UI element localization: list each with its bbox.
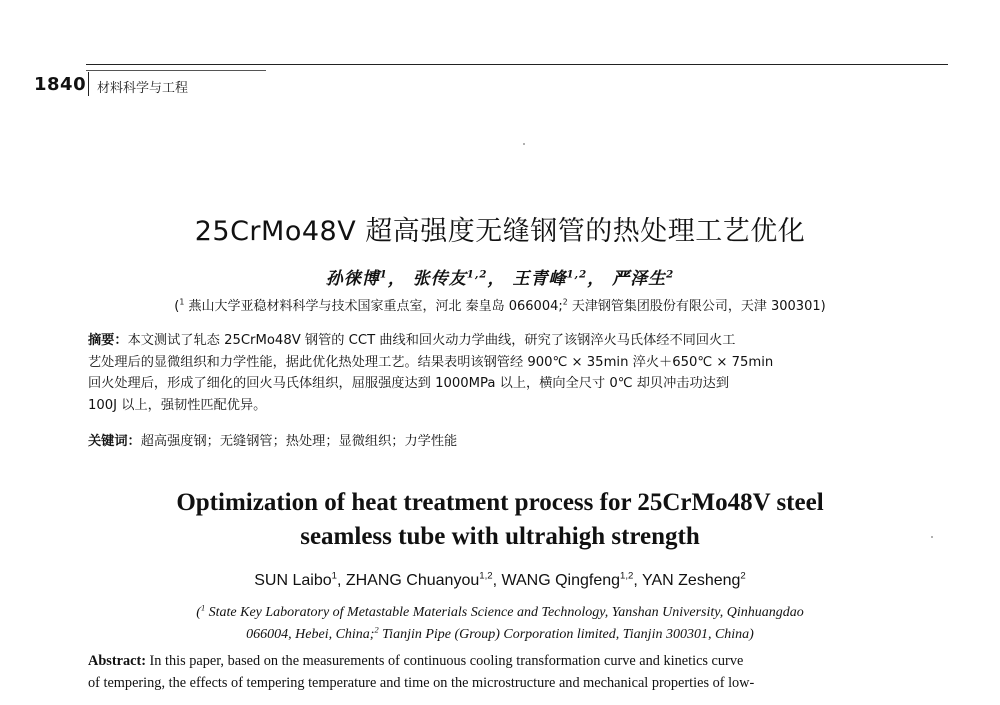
journal-name: 材料科学与工程 (97, 81, 189, 96)
author-name: 孙徕博 (325, 269, 380, 289)
author-affil-mark: 1,2 (466, 268, 488, 281)
abstract-line: 100J 以上，强韧性匹配优异。 (88, 397, 267, 413)
english-affiliation: ($^1$ State Key Laboratory of Metastable Materials Science and Technology, Yanshan University, Qinhuangdao 066004, Hebei, China;$^2$ Tianjin Pipe (Group) Corporation limited, Tianjin 300301, China) (196, 603, 804, 642)
english-title-line: seamless tube with ultrahigh strength (300, 523, 700, 550)
header-divider (88, 72, 89, 96)
author-name: WANG Qingfeng (501, 572, 621, 589)
abstract-label: Abstract: (88, 653, 146, 669)
abstract-line: In this paper, based on the measurements of continuous cooling transformation curve and kinetics curve (145, 653, 744, 669)
author-affil-mark: 1,2 (566, 268, 588, 281)
english-authors: SUN Laibo$^1$, ZHANG Chuanyou$^{1,2}$, WANG Qingfeng$^{1,2}$, YAN Zesheng$^2$ (254, 570, 746, 589)
author-affil-mark: 2 (666, 268, 675, 281)
header-rule-thin (86, 70, 266, 71)
chinese-abstract (88, 330, 914, 416)
author-name: 张传友 (412, 269, 467, 289)
author-affil-mark: 1 (379, 268, 388, 281)
english-title (0, 486, 1000, 554)
abstract-line: 回火处理后，形成了细化的回火马氏体组织，屈服强度达到 1000MPa 以上，横向全尺寸 0℃ 却贝冲击功达到 (88, 376, 730, 391)
scan-speck (523, 143, 525, 145)
chinese-affiliation: ($^1$ 燕山大学亚稳材料科学与技术国家重点室，河北 秦皇岛 066004;$^2$ 天津钢管集团股份有限公司，天津 300301) (174, 297, 826, 314)
keywords-text: 超高强度钢；无缝钢管；热处理；显微组织；力学性能 (140, 434, 458, 449)
header-rule (86, 64, 948, 65)
chinese-authors: 孙徕博$^1$， 张传友$^{1,2}$， 王青峰$^{1,2}$， 严泽生$^2$ (325, 268, 675, 289)
abstract-line: 本文测试了轧态 25CrMo48V 钢管的 CCT 曲线和回火动力学曲线，研究了该钢淬火马氏体经不同回火工 (127, 333, 736, 348)
author-name: 王青峰 (512, 269, 567, 289)
abstract-line: 艺处理后的显微组织和力学性能，据此优化热处理工艺。结果表明该钢管经 900℃ × 35min 淬火＋650℃ × 75min (88, 354, 774, 370)
author-name: ZHANG Chuanyou (345, 572, 480, 589)
english-title-line: Optimization of heat treatment process for 25CrMo48V steel (176, 489, 824, 516)
author-name: 严泽生 (612, 269, 667, 289)
english-abstract (88, 650, 918, 694)
chinese-keywords (88, 430, 914, 449)
page-number: 1840 (34, 74, 87, 95)
abstract-line: of tempering, the effects of tempering temperature and time on the microstructure and mechanical properties of low- (88, 675, 755, 691)
keywords-label: 关键词： (88, 434, 141, 449)
chinese-title: 25CrMo48V 超高强度无缝钢管的热处理工艺优化 (194, 216, 806, 247)
author-name: SUN Laibo (254, 572, 332, 589)
abstract-label: 摘要： (88, 333, 128, 348)
author-name: YAN Zesheng (641, 572, 741, 589)
